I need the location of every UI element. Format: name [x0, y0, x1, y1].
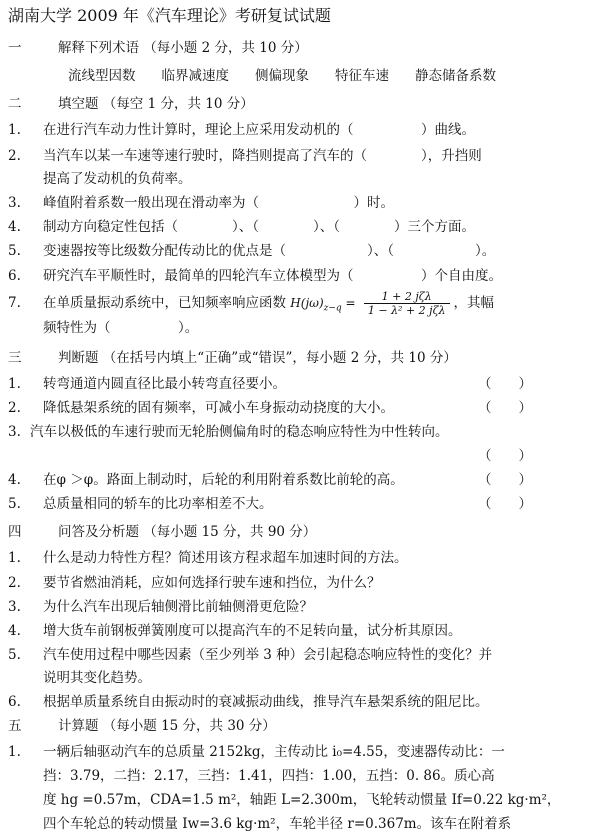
page-title: 湖南大学 2009 年《汽车理论》考研复试试题: [8, 6, 331, 25]
section-number: 四: [8, 524, 22, 540]
question: 2. 当汽车以某一车速等速行驶时，降挡则提高了汽车的（ ），升挡则: [8, 148, 482, 164]
section-title: 判断题 （在括号内填上“正确”或“错误”，每小题 2 分，共 10 分）: [58, 350, 457, 366]
term-item: 临界减速度: [161, 68, 229, 84]
question: 7. 在单质量振动系统中，已知频率响应函数 $H(j\omega)_{z-q}$ = 1 + 2 jζλ 1 − λ² + 2 jζλ ，其幅: [8, 290, 494, 317]
question: 1. 一辆后轴驱动汽车的总质量 2152kg，主传动比 i₀=4.55，变速器传动比：一: [8, 744, 505, 760]
question-continuation: 提高了发动机的负荷率。: [43, 171, 192, 187]
question: 5. 变速器按等比级数分配传动比的优点是（ ）、（ ）。: [8, 243, 496, 259]
section-number: 三: [8, 350, 22, 366]
term-item: 静态储备系数: [415, 68, 496, 84]
term-item: 特征车速: [335, 68, 389, 84]
section-3-heading: [8, 348, 457, 368]
question-continuation: 四个车轮总的转动惯量 Iw=3.6 kg·m²，车轮半径 r=0.367m。该车在附着系: [43, 816, 512, 832]
section-title: 填空题 （每空 1 分，共 10 分）: [58, 96, 254, 112]
section-title: 解释下列术语 （每小题 2 分，共 10 分）: [58, 40, 308, 56]
section-title: 计算题 （每小题 15 分，共 30 分）: [58, 718, 276, 734]
question: 1. 在进行汽车动力性计算时，理论上应采用发动机的（ ）曲线。: [8, 122, 475, 138]
question: 3. 为什么汽车出现后轴侧滑比前轴侧滑更危险？: [8, 599, 313, 615]
answer-blank: （ ）: [478, 376, 532, 392]
section-title: 问答及分析题 （每小题 15 分，共 90 分）: [58, 524, 317, 540]
question-continuation: 挡：3.79，二挡：2.17，三挡：1.41，四挡：1.00，五挡：0. 86。质心高: [43, 768, 495, 784]
question-continuation: 说明其变化趋势。: [43, 670, 151, 686]
section-number: 二: [8, 96, 22, 112]
section-number: 一: [8, 40, 22, 56]
question: 6. 研究汽车平顺性时，最简单的四轮汽车立体模型为（ ）个自由度。: [8, 268, 502, 284]
section-5-heading: [8, 716, 276, 736]
question: 5. 总质量相同的轿车的比功率相差不大。 （ ）: [8, 496, 532, 512]
section-1-heading: [8, 38, 308, 58]
question: 1. 转弯通道内圆直径比最小转弯直径要小。 （ ）: [8, 376, 532, 392]
question: 2. 降低悬架系统的固有频率，可减小车身振动动挠度的大小。 （ ）: [8, 400, 532, 416]
question: 3. 峰值附着系数一般出现在滑动率为（ ）时。: [8, 195, 394, 211]
answer-blank: （ ）: [478, 448, 532, 464]
question-continuation: 频特性为（ ）。: [43, 320, 199, 336]
section-number: 五: [8, 718, 22, 734]
question: 4. 制动方向稳定性包括（ ）、（ ）、（ ）三个方面。: [8, 219, 475, 235]
formula-lhs: $H(j\omega)_{z-q}$ =: [290, 296, 356, 314]
formula-fraction: 1 + 2 jζλ 1 − λ² + 2 jζλ: [364, 290, 450, 317]
answer-blank: （ ）: [478, 496, 532, 512]
question: 2. 要节省燃油消耗，应如何选择行驶车速和挡位，为什么？: [8, 575, 381, 591]
question: 4. 增大货车前钢板弹簧刚度可以提高汽车的不足转向量，试分析其原因。: [8, 623, 462, 639]
term-item: 侧偏现象: [255, 68, 309, 84]
section-2-heading: [8, 94, 254, 114]
question: 5. 汽车使用过程中哪些因素（至少列举 3 种）会引起稳态响应特性的变化？并: [8, 647, 493, 663]
question-continuation: 度 hg =0.57m，CDA=1.5 m²，轴距 L=2.300m，飞轮转动惯量 If=0.22 kg·m²，: [43, 792, 561, 808]
term-item: 流线型因数: [68, 68, 136, 84]
answer-blank: （ ）: [478, 400, 532, 416]
question: 3. 汽车以极低的车速行驶而无轮胎侧偏角时的稳态响应特性为中性转向。: [8, 424, 449, 440]
question: 1. 什么是动力特性方程？简述用该方程求超车加速时间的方法。: [8, 550, 408, 566]
question: 4. 在φ ＞φ。路面上制动时，后轮的利用附着系数比前轮的高。 （ ）: [8, 472, 532, 488]
section-4-heading: [8, 522, 316, 542]
term-list: [68, 66, 522, 86]
question: 6. 根据单质量系统自由振动时的衰减振动曲线，推导汽车悬架系统的阻尼比。: [8, 694, 489, 710]
answer-blank: （ ）: [478, 472, 532, 488]
